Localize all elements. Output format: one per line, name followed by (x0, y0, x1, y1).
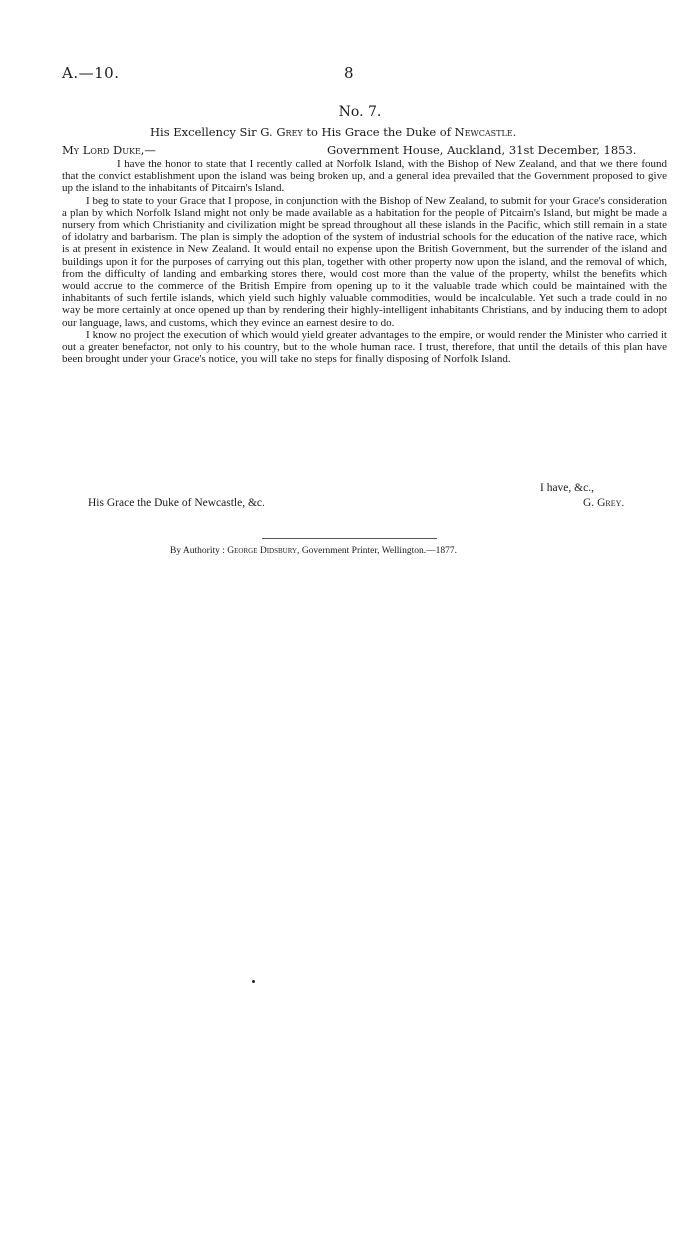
document-number: No. 7. (338, 104, 382, 120)
signature-initial: G. (583, 497, 595, 509)
heading-recipient: Newcastle. (454, 125, 517, 139)
letter-body (62, 158, 667, 365)
paragraph-3: I know no project the execution of which would yield greater advantages to the empire, or would render the Minister who carried it out a greater benefactor, not only to his country, but to the whole human race. I trust, therefore, that until the details of this plan have been brought under your Grace's notice, you will take no steps for finally disposing of Norfolk Island. (62, 328, 667, 366)
addressee: His Grace the Duke of Newcastle, &c. (88, 497, 265, 509)
closing: I have, &c., (540, 482, 594, 494)
imprint-suffix: Government Printer, Wellington.—1877. (301, 546, 457, 556)
divider-rule (262, 538, 437, 539)
heading-prefix: His Excellency Sir G. (150, 125, 273, 139)
printer-imprint (170, 546, 457, 556)
salutation: My Lord Duke,— (62, 143, 156, 157)
heading-sender: Grey (276, 125, 303, 139)
signature-surname: Grey. (597, 497, 625, 509)
page-number: 8 (344, 64, 354, 82)
salutation-row (62, 143, 662, 157)
ink-speck (252, 980, 255, 983)
paragraph-2: I beg to state to your Grace that I propose, in conjunction with the Bishop of New Zealand, to submit for your Grace's consideration a plan by which Norfolk Island might not only be made available as a habitation for the people of Pitcairn's Island, but might be made a nursery from which Christianity and civilization might be spread throughout all these islands in the Pacific, which still remain in a state of idolatry and barbarism. The plan is simply the adoption of the system of industrial schools for the education of the native race, which is at present in existence in New Zealand. It would entail no expense upon the British Government, but the surrender of the island and buildings upon it for the purposes of carrying out this plan, together with other property now upon the island, and the removal of which, from the difficulty of landing and embarking stores there, would cost more than the value of the property, whilst the benefits which would accrue to the commerce of the British Empire from opening up to it the valuable trade which could be maintained with the inhabitants of such fertile islands, which yield such highly valuable commodities, would be incalculable. Yet such a trade could in no way be more certainly at once opened up than by rendering their highly-intelligent inhabitants Christians, and by inducing them to adopt our language, laws, and customs, which they evince an earnest desire to do. (62, 194, 667, 329)
imprint-prefix: By Authority : (170, 546, 225, 556)
document-reference: A.—10. (62, 64, 120, 82)
signature (583, 497, 624, 509)
place-date: Government House, Auckland, 31st December, 1853. (327, 143, 637, 157)
paragraph-1: I have the honor to state that I recently called at Norfolk Island, with the Bishop of New Zealand, and that we there found that the convict establishment upon the island was being broken up, and a general idea prevailed that the Government proposed to give up the island to the inhabitants of Pitcairn's Island. (62, 158, 667, 195)
heading-middle: to His Grace the Duke of (306, 125, 451, 139)
letter-heading (150, 125, 516, 139)
imprint-printer: George Didsbury, (227, 546, 300, 556)
